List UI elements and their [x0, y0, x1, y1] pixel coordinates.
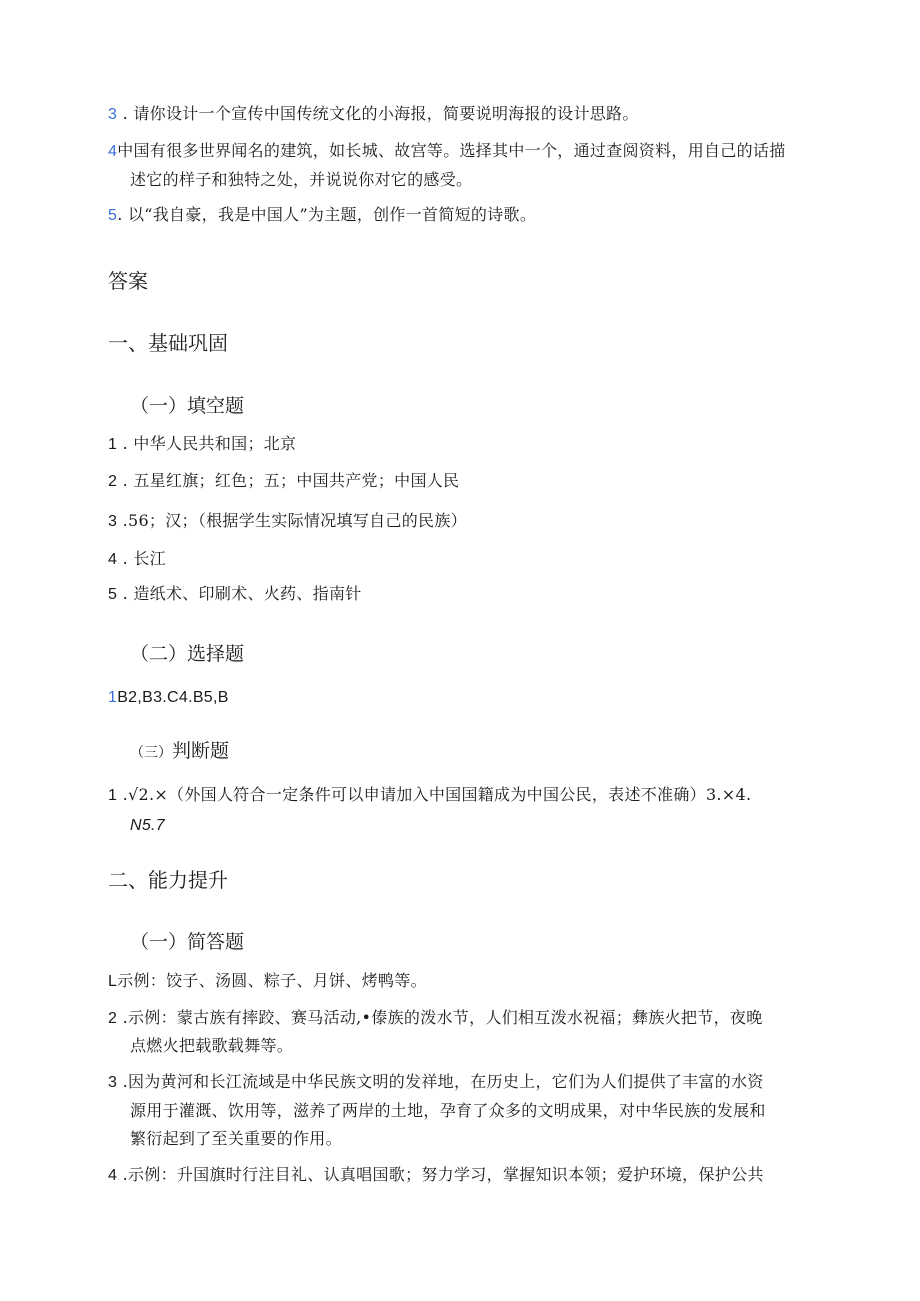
short-answer-title: （一）简答题 — [130, 931, 245, 953]
short-answer-3-continued-1: 源用于灌溉、饮用等，滋养了两岸的土地，孕育了众多的文明成果，对中华民族的发展和 — [130, 1101, 766, 1120]
answer-number: 3 — [108, 513, 118, 530]
question-number: 5 — [108, 207, 118, 224]
answer-number: 2 — [108, 473, 118, 490]
answer-text: . 造纸术、印刷术、火药、指南针 — [117, 584, 362, 603]
answer-text: .56；汉；（根据学生实际情况填写自己的民族） — [117, 511, 467, 530]
question-text: . 以“我自豪，我是中国人”为主题，创作一首简短的诗歌。 — [117, 205, 537, 224]
answer-text: .因为黄河和长江流域是中华民族文明的发祥地，在历史上，它们为人们提供了丰富的水资 — [117, 1072, 764, 1091]
judge-title-paren: （三） — [130, 745, 172, 761]
answer-text: 示例：饺子、汤圆、粽子、月饼、烤鸭等。 — [117, 971, 427, 990]
answer-text: .示例：蒙古族有摔跤、赛马活动,•傣族的泼水节，人们相互泼水祝福；彝族火把节，夜晚 — [117, 1008, 763, 1027]
short-answer-4 — [108, 1161, 813, 1190]
answer-number: 1 — [108, 436, 118, 453]
short-answer-3-continued-2: 繁衍起到了至关重要的作用。 — [130, 1129, 342, 1148]
judge-answers — [108, 781, 813, 810]
answer-text: . 中华人民共和国；北京 — [117, 434, 297, 453]
question-3 — [108, 100, 813, 129]
judge-answers-continued: N5.7 — [130, 817, 165, 834]
short-answer-2-continued: 点燃火把载歌载舞等。 — [130, 1036, 294, 1055]
answer-number: 2 — [108, 1010, 118, 1027]
question-4 — [108, 137, 813, 166]
answer-text: .示例：升国旗时行注目礼、认真唱国歌；努力学习，掌握知识本领；爱护环境，保护公共 — [117, 1165, 764, 1184]
question-5 — [108, 201, 813, 230]
fill-answer-1 — [108, 430, 813, 459]
answer-text: . 长江 — [117, 549, 166, 568]
answer-number: 4 — [108, 551, 118, 568]
fill-answer-2 — [108, 467, 813, 496]
short-answer-2 — [108, 1004, 813, 1033]
answer-number: 4 — [108, 1167, 118, 1184]
answer-number: 3 — [108, 1074, 118, 1091]
short-answer-1 — [108, 967, 813, 996]
fill-answer-3 — [108, 507, 813, 536]
section-1-title: 一、基础巩固 — [108, 331, 228, 355]
answer-number: 1 — [108, 689, 118, 706]
question-text: 中国有很多世界闻名的建筑，如长城、故宫等。选择其中一个，通过查阅资料，用自己的话描 — [117, 141, 786, 160]
answer-text: . 五星红旗；红色；五；中国共产党；中国人民 — [117, 471, 460, 490]
answer-title: 答案 — [108, 269, 148, 293]
question-number: 4 — [108, 143, 118, 160]
section-2-title: 二、能力提升 — [108, 868, 228, 892]
choice-title: （二）选择题 — [130, 643, 245, 665]
judge-title-text: 判断题 — [172, 740, 230, 762]
answer-number: 1 — [108, 787, 118, 804]
answer-number: 5 — [108, 586, 118, 603]
answer-text: .√2.×（外国人符合一定条件可以申请加入中国国籍成为中国公民，表述不准确）3.×4. — [117, 785, 752, 804]
answer-number: L — [108, 973, 118, 990]
short-answer-3 — [108, 1068, 813, 1097]
question-4-continued: 述它的样子和独特之处，并说说你对它的感受。 — [130, 170, 473, 189]
judge-title — [130, 736, 229, 768]
fill-answer-4 — [108, 545, 813, 574]
choice-answers — [108, 684, 813, 712]
fill-in-title: （一）填空题 — [130, 395, 245, 417]
answer-text: B2,B3.C4.B5,B — [117, 689, 229, 706]
question-number: 3 — [108, 106, 118, 123]
question-text: . 请你设计一个宣传中国传统文化的小海报，简要说明海报的设计思路。 — [117, 104, 639, 123]
fill-answer-5 — [108, 580, 813, 609]
